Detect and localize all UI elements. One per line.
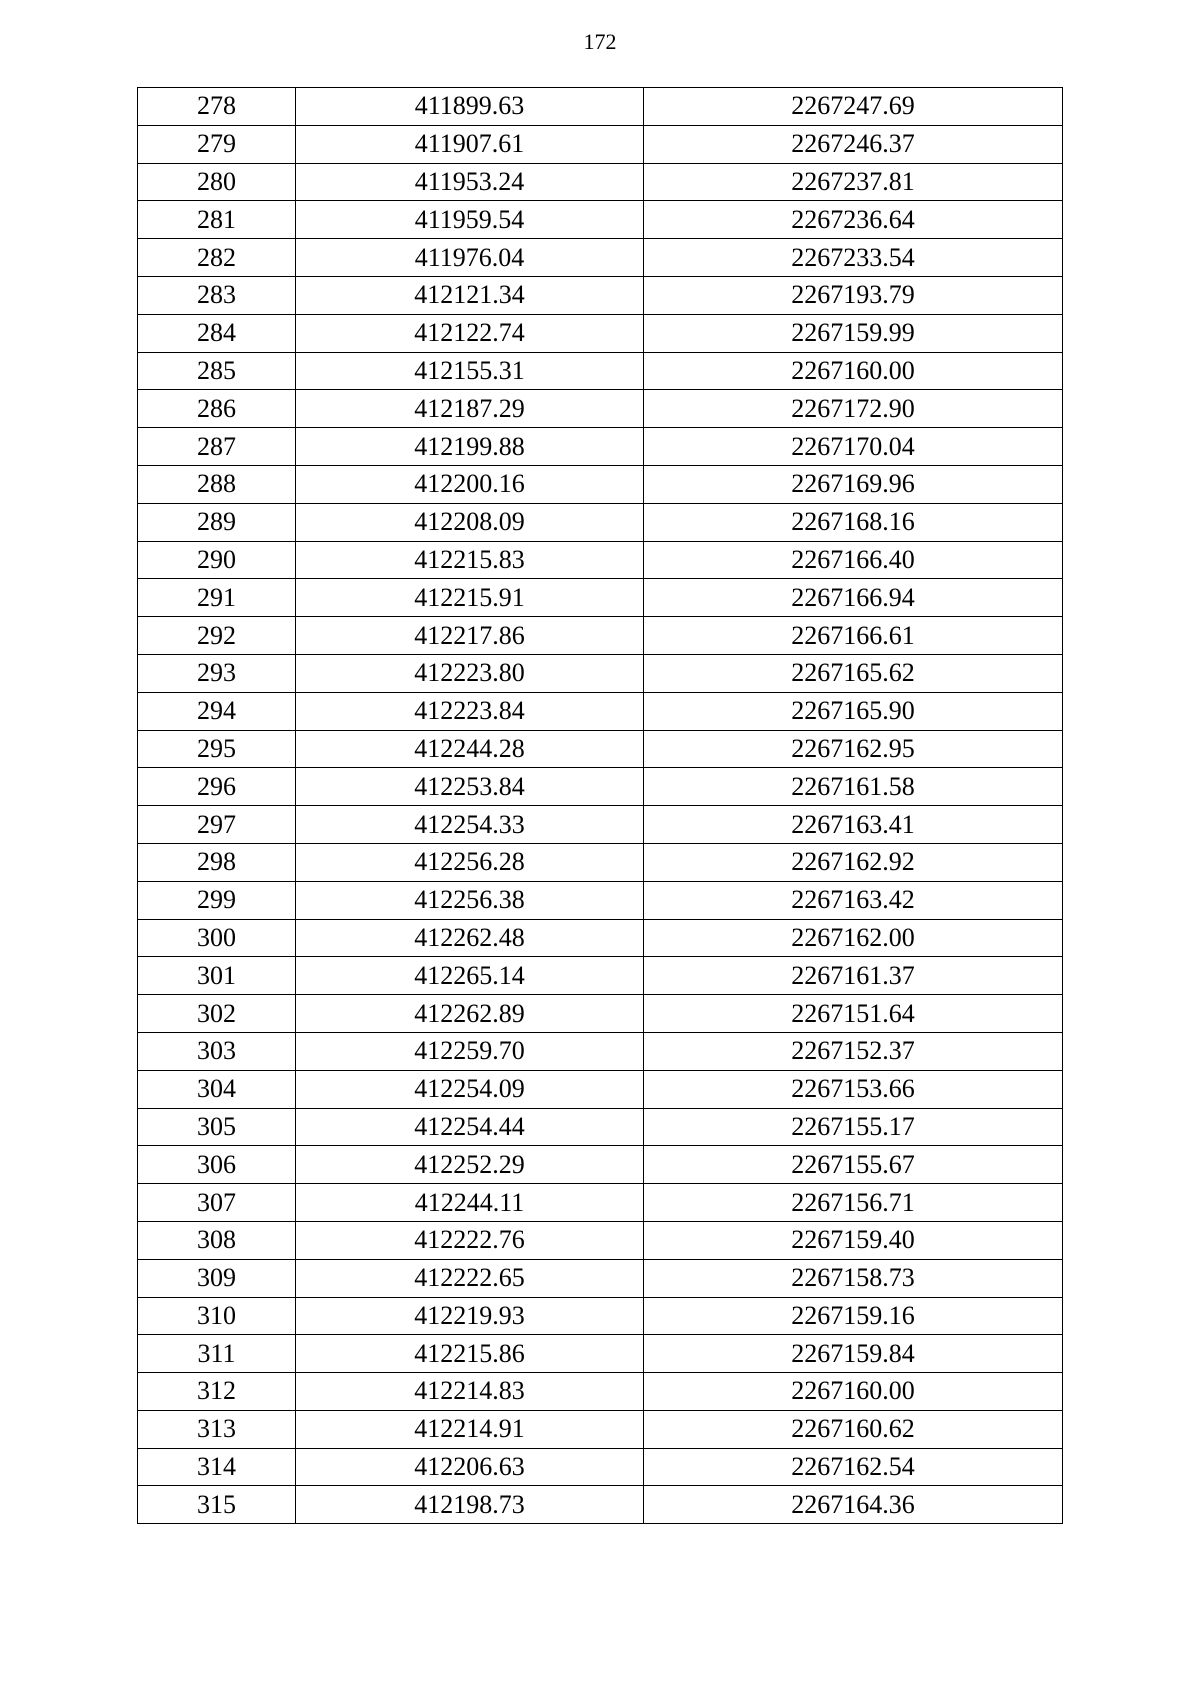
table-row bbox=[138, 503, 1063, 541]
table-row bbox=[138, 163, 1063, 201]
table-row bbox=[138, 276, 1063, 314]
x-coordinate-cell: 412254.33 bbox=[296, 806, 644, 844]
table-row bbox=[138, 352, 1063, 390]
point-number-cell: 307 bbox=[138, 1184, 296, 1222]
x-coordinate-cell: 412244.11 bbox=[296, 1184, 644, 1222]
x-coordinate-cell: 412223.84 bbox=[296, 692, 644, 730]
point-number-cell: 285 bbox=[138, 352, 296, 390]
table-row bbox=[138, 428, 1063, 466]
x-coordinate-cell: 412253.84 bbox=[296, 768, 644, 806]
x-coordinate-cell: 412254.44 bbox=[296, 1108, 644, 1146]
table-row bbox=[138, 1373, 1063, 1411]
x-coordinate-cell: 412208.09 bbox=[296, 503, 644, 541]
y-coordinate-cell: 2267152.37 bbox=[644, 1032, 1063, 1070]
x-coordinate-cell: 412223.80 bbox=[296, 654, 644, 692]
point-number-cell: 290 bbox=[138, 541, 296, 579]
coordinates-table bbox=[137, 87, 1063, 1524]
x-coordinate-cell: 412122.74 bbox=[296, 314, 644, 352]
table-row bbox=[138, 806, 1063, 844]
x-coordinate-cell: 412214.91 bbox=[296, 1410, 644, 1448]
x-coordinate-cell: 412121.34 bbox=[296, 276, 644, 314]
point-number-cell: 282 bbox=[138, 239, 296, 277]
point-number-cell: 297 bbox=[138, 806, 296, 844]
point-number-cell: 283 bbox=[138, 276, 296, 314]
point-number-cell: 313 bbox=[138, 1410, 296, 1448]
y-coordinate-cell: 2267165.62 bbox=[644, 654, 1063, 692]
point-number-cell: 293 bbox=[138, 654, 296, 692]
x-coordinate-cell: 411907.61 bbox=[296, 125, 644, 163]
y-coordinate-cell: 2267236.64 bbox=[644, 201, 1063, 239]
x-coordinate-cell: 412262.48 bbox=[296, 919, 644, 957]
y-coordinate-cell: 2267159.40 bbox=[644, 1221, 1063, 1259]
y-coordinate-cell: 2267166.61 bbox=[644, 617, 1063, 655]
point-number-cell: 310 bbox=[138, 1297, 296, 1335]
x-coordinate-cell: 412262.89 bbox=[296, 995, 644, 1033]
x-coordinate-cell: 412199.88 bbox=[296, 428, 644, 466]
y-coordinate-cell: 2267168.16 bbox=[644, 503, 1063, 541]
y-coordinate-cell: 2267155.67 bbox=[644, 1146, 1063, 1184]
y-coordinate-cell: 2267160.62 bbox=[644, 1410, 1063, 1448]
y-coordinate-cell: 2267158.73 bbox=[644, 1259, 1063, 1297]
x-coordinate-cell: 412198.73 bbox=[296, 1486, 644, 1524]
point-number-cell: 286 bbox=[138, 390, 296, 428]
point-number-cell: 300 bbox=[138, 919, 296, 957]
x-coordinate-cell: 411953.24 bbox=[296, 163, 644, 201]
table-row bbox=[138, 314, 1063, 352]
x-coordinate-cell: 412254.09 bbox=[296, 1070, 644, 1108]
x-coordinate-cell: 412214.83 bbox=[296, 1373, 644, 1411]
x-coordinate-cell: 411959.54 bbox=[296, 201, 644, 239]
x-coordinate-cell: 412256.28 bbox=[296, 843, 644, 881]
table-row bbox=[138, 692, 1063, 730]
x-coordinate-cell: 412215.83 bbox=[296, 541, 644, 579]
point-number-cell: 303 bbox=[138, 1032, 296, 1070]
point-number-cell: 296 bbox=[138, 768, 296, 806]
y-coordinate-cell: 2267160.00 bbox=[644, 352, 1063, 390]
x-coordinate-cell: 412222.65 bbox=[296, 1259, 644, 1297]
table-row bbox=[138, 1448, 1063, 1486]
point-number-cell: 281 bbox=[138, 201, 296, 239]
table-row bbox=[138, 881, 1063, 919]
point-number-cell: 291 bbox=[138, 579, 296, 617]
y-coordinate-cell: 2267159.16 bbox=[644, 1297, 1063, 1335]
point-number-cell: 295 bbox=[138, 730, 296, 768]
x-coordinate-cell: 412256.38 bbox=[296, 881, 644, 919]
table-row bbox=[138, 1146, 1063, 1184]
y-coordinate-cell: 2267166.94 bbox=[644, 579, 1063, 617]
table-row bbox=[138, 541, 1063, 579]
table-row bbox=[138, 1032, 1063, 1070]
y-coordinate-cell: 2267165.90 bbox=[644, 692, 1063, 730]
point-number-cell: 287 bbox=[138, 428, 296, 466]
table-row bbox=[138, 843, 1063, 881]
x-coordinate-cell: 412187.29 bbox=[296, 390, 644, 428]
point-number-cell: 284 bbox=[138, 314, 296, 352]
x-coordinate-cell: 412244.28 bbox=[296, 730, 644, 768]
x-coordinate-cell: 412215.86 bbox=[296, 1335, 644, 1373]
table-row bbox=[138, 730, 1063, 768]
y-coordinate-cell: 2267172.90 bbox=[644, 390, 1063, 428]
table-row bbox=[138, 1297, 1063, 1335]
y-coordinate-cell: 2267170.04 bbox=[644, 428, 1063, 466]
table-row bbox=[138, 768, 1063, 806]
y-coordinate-cell: 2267151.64 bbox=[644, 995, 1063, 1033]
point-number-cell: 305 bbox=[138, 1108, 296, 1146]
x-coordinate-cell: 412200.16 bbox=[296, 465, 644, 503]
table-row bbox=[138, 579, 1063, 617]
y-coordinate-cell: 2267164.36 bbox=[644, 1486, 1063, 1524]
table-row bbox=[138, 654, 1063, 692]
point-number-cell: 289 bbox=[138, 503, 296, 541]
table-row bbox=[138, 1108, 1063, 1146]
page-number: 172 bbox=[583, 29, 617, 54]
point-number-cell: 278 bbox=[138, 88, 296, 126]
x-coordinate-cell: 412222.76 bbox=[296, 1221, 644, 1259]
x-coordinate-cell: 412259.70 bbox=[296, 1032, 644, 1070]
y-coordinate-cell: 2267159.99 bbox=[644, 314, 1063, 352]
y-coordinate-cell: 2267193.79 bbox=[644, 276, 1063, 314]
table-row bbox=[138, 1335, 1063, 1373]
point-number-cell: 311 bbox=[138, 1335, 296, 1373]
y-coordinate-cell: 2267155.17 bbox=[644, 1108, 1063, 1146]
point-number-cell: 279 bbox=[138, 125, 296, 163]
point-number-cell: 309 bbox=[138, 1259, 296, 1297]
point-number-cell: 280 bbox=[138, 163, 296, 201]
point-number-cell: 301 bbox=[138, 957, 296, 995]
y-coordinate-cell: 2267162.92 bbox=[644, 843, 1063, 881]
y-coordinate-cell: 2267169.96 bbox=[644, 465, 1063, 503]
point-number-cell: 308 bbox=[138, 1221, 296, 1259]
point-number-cell: 298 bbox=[138, 843, 296, 881]
point-number-cell: 306 bbox=[138, 1146, 296, 1184]
point-number-cell: 304 bbox=[138, 1070, 296, 1108]
y-coordinate-cell: 2267233.54 bbox=[644, 239, 1063, 277]
x-coordinate-cell: 411976.04 bbox=[296, 239, 644, 277]
table-row bbox=[138, 125, 1063, 163]
table-row bbox=[138, 201, 1063, 239]
y-coordinate-cell: 2267161.58 bbox=[644, 768, 1063, 806]
y-coordinate-cell: 2267161.37 bbox=[644, 957, 1063, 995]
x-coordinate-cell: 412206.63 bbox=[296, 1448, 644, 1486]
y-coordinate-cell: 2267159.84 bbox=[644, 1335, 1063, 1373]
y-coordinate-cell: 2267163.41 bbox=[644, 806, 1063, 844]
y-coordinate-cell: 2267247.69 bbox=[644, 88, 1063, 126]
y-coordinate-cell: 2267246.37 bbox=[644, 125, 1063, 163]
point-number-cell: 288 bbox=[138, 465, 296, 503]
point-number-cell: 292 bbox=[138, 617, 296, 655]
y-coordinate-cell: 2267160.00 bbox=[644, 1373, 1063, 1411]
y-coordinate-cell: 2267162.54 bbox=[644, 1448, 1063, 1486]
table-row bbox=[138, 957, 1063, 995]
table-row bbox=[138, 1221, 1063, 1259]
table-row bbox=[138, 1259, 1063, 1297]
table-row bbox=[138, 1184, 1063, 1222]
coordinates-table-body bbox=[138, 88, 1063, 1524]
y-coordinate-cell: 2267153.66 bbox=[644, 1070, 1063, 1108]
x-coordinate-cell: 412215.91 bbox=[296, 579, 644, 617]
y-coordinate-cell: 2267162.95 bbox=[644, 730, 1063, 768]
point-number-cell: 314 bbox=[138, 1448, 296, 1486]
table-row bbox=[138, 919, 1063, 957]
x-coordinate-cell: 412155.31 bbox=[296, 352, 644, 390]
y-coordinate-cell: 2267237.81 bbox=[644, 163, 1063, 201]
point-number-cell: 294 bbox=[138, 692, 296, 730]
point-number-cell: 302 bbox=[138, 995, 296, 1033]
y-coordinate-cell: 2267163.42 bbox=[644, 881, 1063, 919]
table-row bbox=[138, 995, 1063, 1033]
point-number-cell: 299 bbox=[138, 881, 296, 919]
y-coordinate-cell: 2267162.00 bbox=[644, 919, 1063, 957]
table-row bbox=[138, 390, 1063, 428]
table-row bbox=[138, 1486, 1063, 1524]
point-number-cell: 315 bbox=[138, 1486, 296, 1524]
y-coordinate-cell: 2267156.71 bbox=[644, 1184, 1063, 1222]
table-row bbox=[138, 1070, 1063, 1108]
table-row bbox=[138, 617, 1063, 655]
table-row bbox=[138, 239, 1063, 277]
table-row bbox=[138, 1410, 1063, 1448]
x-coordinate-cell: 411899.63 bbox=[296, 88, 644, 126]
y-coordinate-cell: 2267166.40 bbox=[644, 541, 1063, 579]
x-coordinate-cell: 412252.29 bbox=[296, 1146, 644, 1184]
x-coordinate-cell: 412265.14 bbox=[296, 957, 644, 995]
table-row bbox=[138, 88, 1063, 126]
point-number-cell: 312 bbox=[138, 1373, 296, 1411]
x-coordinate-cell: 412217.86 bbox=[296, 617, 644, 655]
table-row bbox=[138, 465, 1063, 503]
x-coordinate-cell: 412219.93 bbox=[296, 1297, 644, 1335]
